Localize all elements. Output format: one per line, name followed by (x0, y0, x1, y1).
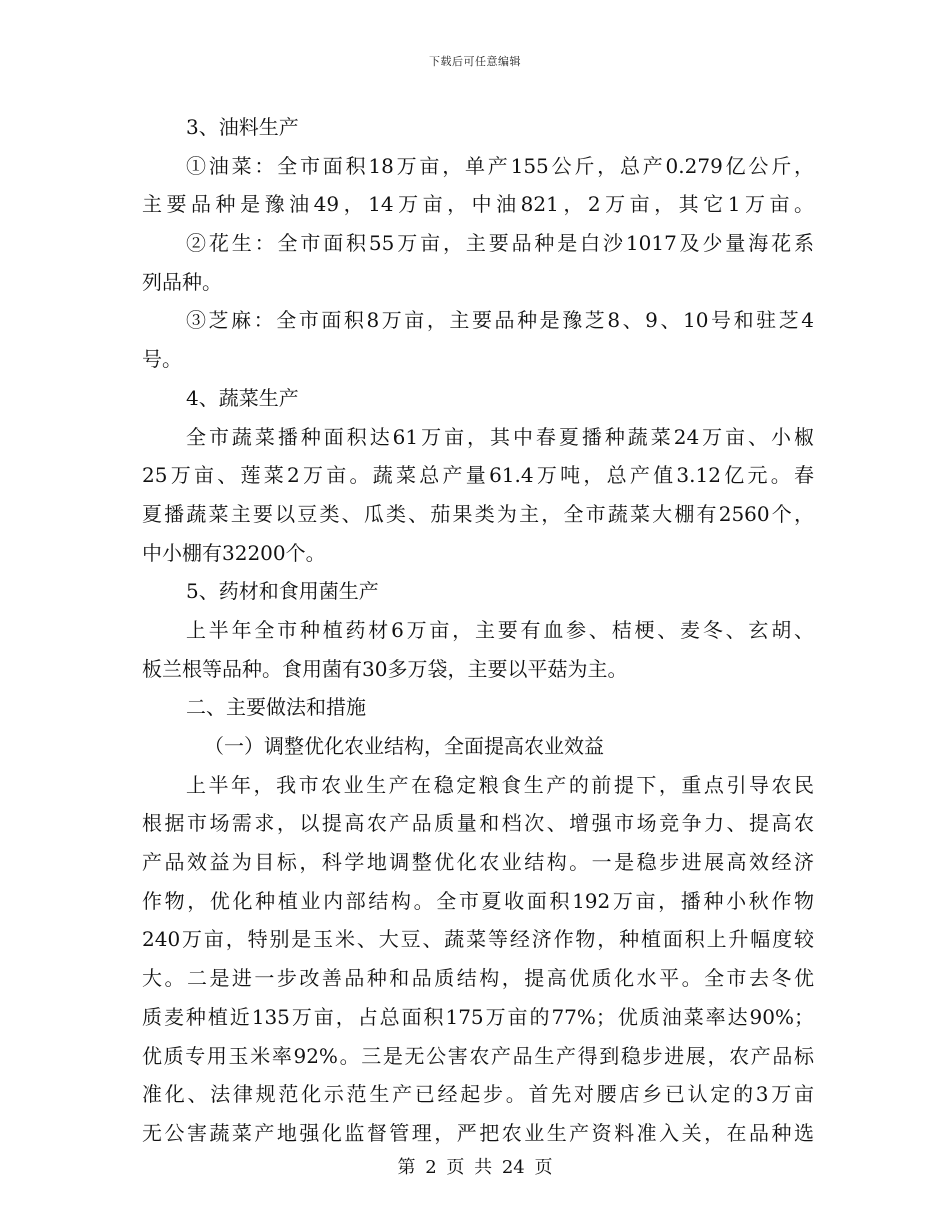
paragraph-line: 全市蔬菜播种面积达61万亩，其中春夏播种蔬菜24万亩、小椒 (186, 424, 814, 449)
paragraph-line: 主要品种是豫油49，14万亩，中油821，2万亩，其它1万亩。 (142, 192, 814, 217)
paragraph-line: 上半年，我市农业生产在稳定粮食生产的前提下，重点引导农民 (186, 772, 814, 797)
section-heading-herbs-fungi: 5、药材和食用菌生产 (186, 579, 379, 604)
subsection-heading: （一）调整优化农业结构，全面提高农业效益 (204, 734, 604, 758)
paragraph-line: 列品种。 (142, 269, 222, 294)
paragraph-line: 25万亩、莲菜2万亩。蔬菜总产量61.4万吨，总产值3.12亿元。春 (142, 463, 814, 488)
section-heading-measures: 二、主要做法和措施 (186, 695, 366, 720)
paragraph-line: 准化、法律规范化示范生产已经起步。首先对腰店乡已认定的3万亩 (142, 1082, 814, 1107)
paragraph-line: 夏播蔬菜主要以豆类、瓜类、茄果类为主，全市蔬菜大棚有2560个， (142, 501, 814, 526)
paragraph-line: ①油菜：全市面积18万亩，单产155公斤，总产0.279亿公斤， (186, 153, 814, 178)
paragraph-line: 优质专用玉米率92%。三是无公害农产品生产得到稳步进展，农产品标 (142, 1043, 814, 1068)
paragraph-line: 上半年全市种植药材6万亩，主要有血参、桔梗、麦冬、玄胡、 (186, 617, 814, 642)
paragraph-line: 板兰根等品种。食用菌有30多万袋，主要以平菇为主。 (142, 656, 628, 681)
paragraph-line: 产品效益为目标，科学地调整优化农业结构。一是稳步进展高效经济 (142, 850, 814, 875)
paragraph-line: 号。 (142, 347, 182, 372)
paragraph-line: ③芝麻：全市面积8万亩，主要品种是豫芝8、9、10号和驻芝4 (186, 308, 814, 333)
section-heading-oil-crops: 3、油料生产 (186, 115, 299, 139)
paragraph-line: ②花生：全市面积55万亩，主要品种是白沙1017及少量海花系 (186, 231, 814, 256)
page-number-footer: 第 2 页 共 24 页 (397, 1157, 553, 1178)
paragraph-line: 无公害蔬菜产地强化监督管理，严把农业生产资料准入关，在品种选 (142, 1120, 814, 1145)
document-body (142, 108, 814, 1153)
paragraph-line: 中小棚有32200个。 (142, 540, 326, 565)
paragraph-line: 根据市场需求，以提高农产品质量和档次、增强市场竞争力、提高农 (142, 811, 814, 836)
paragraph-line: 质麦种植近135万亩，占总面积175万亩的77%；优质油菜率达90%； (142, 1004, 814, 1029)
paragraph-line: 大。二是进一步改善品种和品质结构，提高优质化水平。全市去冬优 (142, 966, 814, 991)
section-heading-vegetables: 4、蔬菜生产 (186, 385, 299, 410)
page-header-note: 下载后可任意编辑 (429, 55, 521, 68)
paragraph-line: 240万亩，特别是玉米、大豆、蔬菜等经济作物，种植面积上升幅度较 (142, 927, 814, 952)
paragraph-line: 作物，优化种植业内部结构。全市夏收面积192万亩，播种小秋作物 (142, 888, 814, 913)
